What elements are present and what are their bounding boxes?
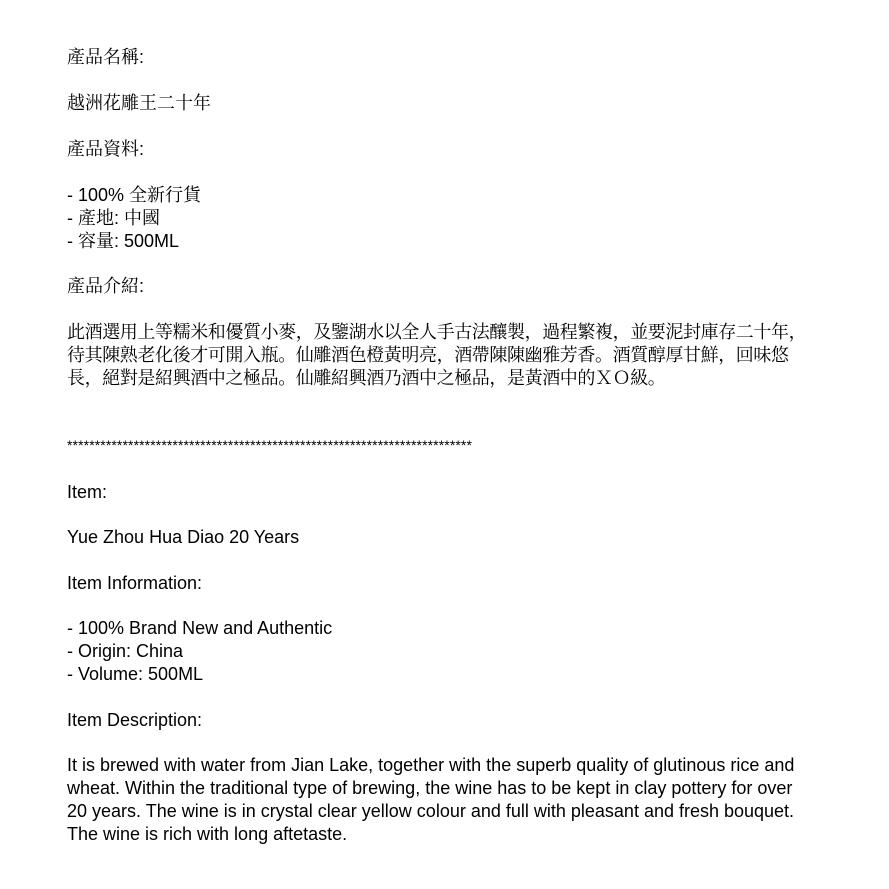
zh-desc-heading: 產品介紹: — [67, 276, 145, 296]
zh-info-item-volume: - 容量: 500ML — [67, 231, 180, 251]
en-name-value: Yue Zhou Hua Diao 20 Years — [67, 527, 300, 547]
zh-name-value: 越洲花雕王二十年 — [67, 93, 211, 113]
en-info-item-origin: - Origin: China — [67, 641, 184, 661]
zh-desc-text: 此酒選用上等糯米和優質小麥，及鑒湖水以全人手古法釀製，過程繁複，並要泥封庫存二十年，待其陳熟老化後才可開入瓶。仙雕酒色橙黃明亮，酒帶陳陳幽雅芳香。酒質醇厚甘鮮，回味悠長，絕對是紹興酒中之極品。仙雕紹興酒乃酒中之極品，是黃酒中的ＸＯ級。 — [67, 322, 807, 388]
en-info-item-new: - 100% Brand New and Authentic — [67, 618, 333, 638]
zh-info-heading: 產品資料: — [67, 139, 145, 159]
section-separator: ************************************************************************* — [67, 437, 473, 453]
en-info-item-volume: - Volume: 500ML — [67, 664, 204, 684]
zh-name-heading: 產品名稱: — [67, 47, 145, 67]
zh-info-item-new: - 100% 全新行貨 — [67, 185, 202, 205]
en-desc-text: It is brewed with water from Jian Lake, together with the superb quality of glutinous rice and wheat. Within the traditional type of brewing, the wine has to be kept in clay pottery for over 20 years. The wine is in crystal clear yellow colour and full with pleasant and fresh bouquet. The wine is rich with long aftetaste. — [67, 755, 795, 844]
en-desc-heading: Item Description: — [67, 710, 203, 730]
en-info-list — [67, 617, 827, 686]
en-name-heading: Item: — [67, 482, 108, 502]
en-info-heading: Item Information: — [67, 573, 203, 593]
zh-info-item-origin: - 產地: 中國 — [67, 208, 160, 228]
zh-info-list — [67, 184, 827, 253]
